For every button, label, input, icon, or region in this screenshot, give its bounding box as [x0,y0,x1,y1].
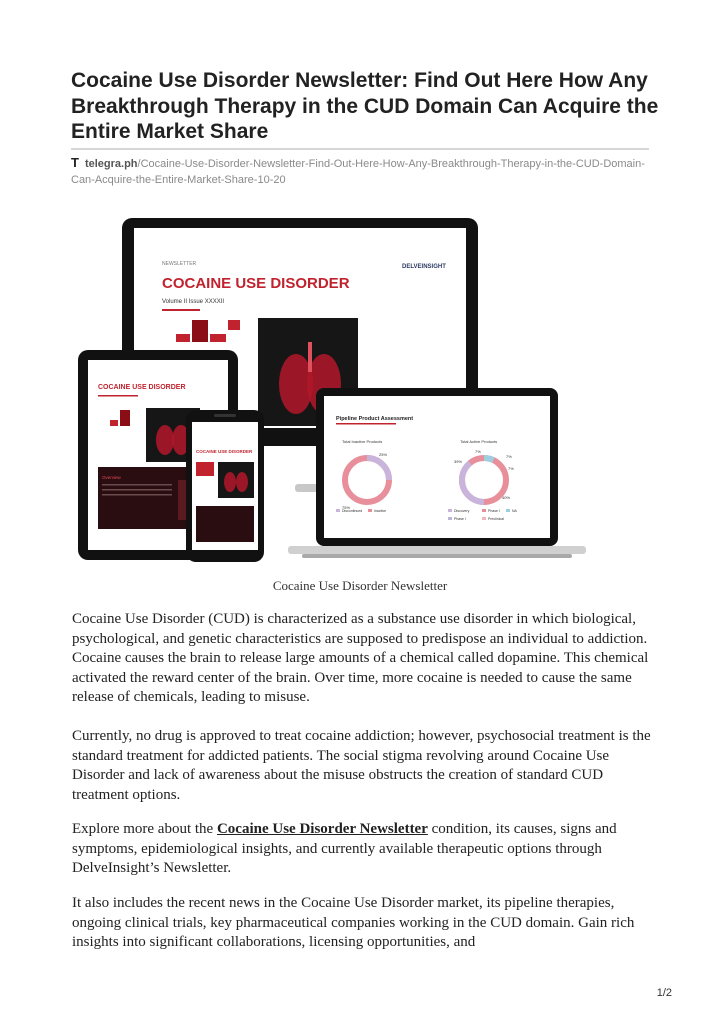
monitor-volume: Volume II Issue XXXXII [162,299,225,305]
tablet-title: COCAINE USE DISORDER [98,384,186,391]
paragraph-3-rest: condition, its causes, signs and symptoms, epidemiological insights, and currently available therapeutic options through DelveInsight’s Newsletter. [72,821,617,877]
right-legend-5: Preclinical [488,517,504,521]
left-legend-2: Inactive [374,509,387,513]
tablet-section: Overview [102,475,121,480]
body-paragraph-1: Cocaine Use Disorder (CUD) is characterized as a substance use disorder in which biological, psychological, and genetic characteristics are supposed to predispose an individual to addiction. Cocaine causes the brain to release large amounts of a chemical called dopamine. This chemical activated the reward center of the brain. Over time, more cocaine is needed to cause the same release of chemicals, leading to misuse. [72,611,649,706]
left-legend-1: Discontinued [342,509,363,513]
right-legend-3: NA [512,509,517,513]
source-domain: telegra.ph [84,158,138,170]
right-legend-4: Phase I [454,517,466,521]
right-chart-title: Total Active Products [460,439,498,444]
right-legend-1: Discovery [454,509,470,513]
page-number: 1/2 [656,987,672,999]
right-pct-3: 7% [508,466,514,471]
monitor-brand: DELVEINSIGHT [402,264,446,270]
telegraph-icon: T [71,155,79,170]
laptop-device [288,388,586,558]
body-paragraph-3 [72,820,652,879]
newsletter-link[interactable]: Cocaine Use Disorder Newsletter [216,821,428,837]
right-pct-5: 40% [502,495,511,500]
hero-image [70,212,650,574]
title-divider [71,148,649,150]
page-title: Cocaine Use Disorder Newsletter: Find Out Here How Any Breakthrough Therapy in the CUD Domain Can Acquire the Entire Market Share [71,69,659,143]
laptop-title: Pipeline Product Assessment [336,416,414,422]
left-pct-2: 75% [342,505,351,510]
monitor-kicker: NEWSLETTER [162,261,197,267]
phone-title: COCAINE USE DISORDER [196,449,253,454]
body-paragraph-4: It also includes the recent news in the Cocaine Use Disorder market, its pipeline therapies, ongoing clinical trials, key pharmaceutical companies working in the CUD domain. Gain rich insights into significant collaborations, licensing opportunities, and [72,895,635,951]
phone-device [186,410,264,562]
right-pct-1: 7% [475,449,481,454]
left-chart-title: Total Inactive Products [342,439,383,444]
source-url[interactable] [71,155,661,188]
monitor-title: COCAINE USE DISORDER [162,275,350,292]
body-paragraph-2: Currently, no drug is approved to treat cocaine addiction; however, psychosocial treatment is the standard treatment for addicted patients. The social stigma revolving around Cocaine Use Disorder and lack of awareness about the misuse obstructs the creation of standard CUD treatment options. [72,728,651,803]
right-pct-2: 7% [506,454,512,459]
left-pct-1: 25% [379,452,388,457]
paragraph-3-lead: Explore more about the [72,821,217,837]
image-caption: Cocaine Use Disorder Newsletter [272,578,448,593]
right-pct-4: 39% [454,459,463,464]
right-legend-2: Phase I [488,509,500,513]
source-path: /Cocaine-Use-Disorder-Newsletter-Find-Out-Here-How-Any-Breakthrough-Therapy-in-the-CUD-Domain-Can-Acquire-the-Entire-Market-Share-10-20 [71,158,645,186]
